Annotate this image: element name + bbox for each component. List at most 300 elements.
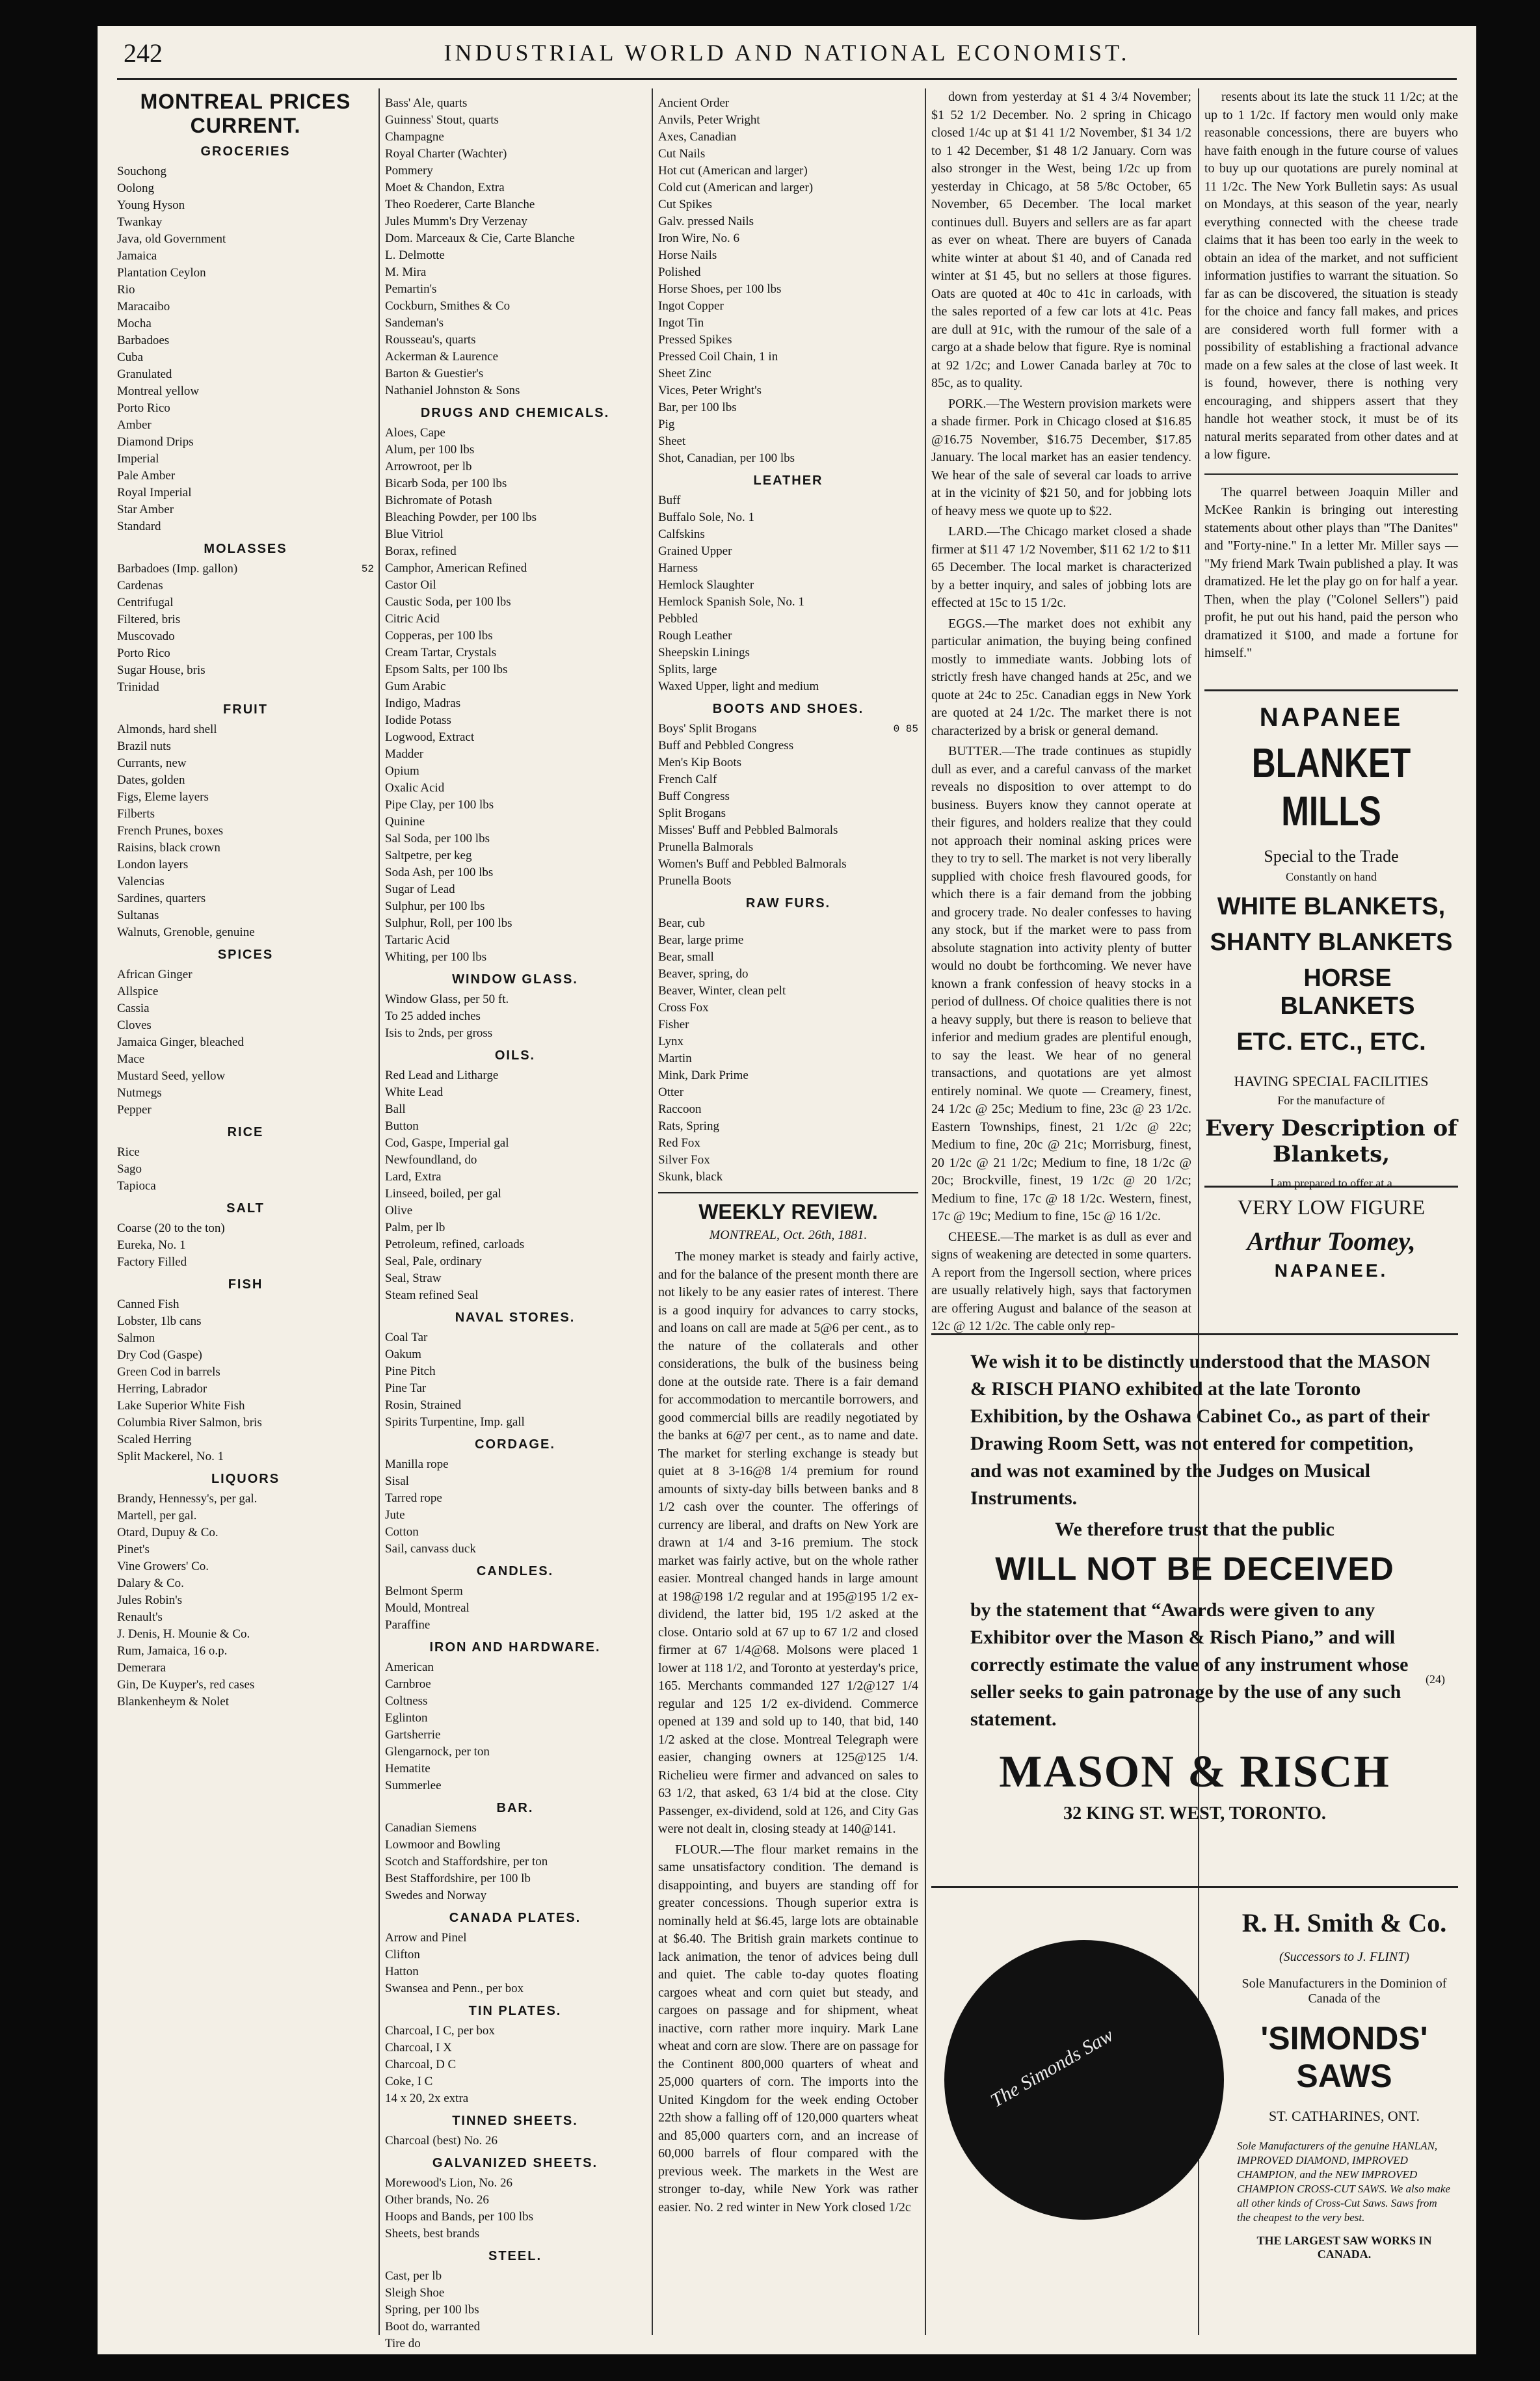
item-name: Raccoon: [658, 1102, 702, 1116]
price-row: [658, 839, 918, 856]
price-row: [385, 763, 645, 780]
price-row: [658, 509, 918, 526]
item-name: Citric Acid: [385, 612, 440, 626]
item-name: Seal, Straw: [385, 1271, 442, 1285]
price-row: [658, 298, 918, 315]
price-section: [385, 2114, 645, 2149]
price-row: [117, 1034, 374, 1051]
price-row: [658, 399, 918, 416]
ad-trust: We therefore trust that the public: [1055, 1519, 1334, 1540]
item-name: Sulphur, per 100 lbs: [385, 899, 485, 913]
item-price: [834, 247, 918, 264]
item-price: [289, 578, 374, 594]
price-row: [385, 932, 645, 949]
price-row: [658, 382, 918, 399]
weekly-review-heading: WEEKLY REVIEW.: [698, 1200, 878, 1223]
item-name: Salmon: [117, 1331, 155, 1345]
item-price: [834, 873, 918, 890]
item-price: [561, 695, 645, 712]
item-price: [289, 197, 374, 214]
item-name: Barton & Guestier's: [385, 367, 484, 380]
section-heading: RAW FURS.: [745, 896, 831, 911]
item-price: [289, 231, 374, 248]
item-name: Coarse (20 to the ton): [117, 1221, 225, 1235]
item-price: [561, 1659, 645, 1676]
review-paragraph: BUTTER.—The trade continues as stupidly dull as ever, and a careful canvass of the market reveals no disposition to over attempt to do business. Buyers know they cannot operate at their figures, and holders realize that they could not approach their nominal asking prices were they to try to sell. The market is not very liberally supplied with choice fresh flavoured goods, for which there is a fair demand from the jobbing and grocery trade. No dealer confesses to having any stock, but if the market were to pass from absolute stagnation into activity plenty of butter would no doubt be forthcoming. We never have known a frank confession of heavy stocks in a period of dullness. Of choice qualities there is not a heavy supply, but there is reason to believe that inferior and medium grades are plentiful enough, to say the least. We hear of no general transactions, and quotations are yet almost entirely nominal. We quote — Creamery, finest, 24 1/2c @ 25c; Medium to fine, 23c @ 23 1/2c. Eastern Townships, finest, 21 1/2c @ 22c; Medium to fine, 20c @ 21c; Morrisburg, finest, 20 1/2c @ 21 1/2c; Medium to fine, 18 1/2c @ 20c; Brockville, finest, 19 1/2c @ 20 1/2c; Medium to fine, 17c @ 18 1/2c. Western, finest, 17c @ 19c; Medium to fine, 15c @ 16 1/2c.: [931, 744, 1191, 1223]
item-price: [289, 1398, 374, 1415]
item-price: [289, 679, 374, 696]
price-row: [385, 1363, 645, 1380]
item-price: [289, 1347, 374, 1364]
price-row: [658, 1135, 918, 1152]
price-row: [117, 1660, 374, 1677]
item-price: [834, 349, 918, 366]
item-price: [561, 1930, 645, 1947]
item-name: Mace: [117, 1052, 145, 1066]
price-row: [385, 2040, 645, 2056]
price-row: [117, 1085, 374, 1102]
item-price: [289, 1541, 374, 1558]
item-price: 0 85: [893, 723, 918, 735]
price-row: [385, 1380, 645, 1397]
item-price: [561, 1067, 645, 1084]
weekly-review-paragraph: The money market is steady and fairly active, and for the balance of the present month there are not likely to be any easier rates of interest. There is a good inquiry for advances to carry stocks, and loans on call are made at 5@6 per cent., as to the nature of the collaterals and other considerations, the bulk of the business being done at the outside rate. There is a fair demand for accommodation to mercantile borrowers, and good commercial bills are readily negotiated by the banks at 6@7 per cent., as to name and date. The market for sterling exchange is steady but quiet at 8 3-16@8 1/4 premium for round amounts of sixty-day bills between banks and 8 1/2 cash over the counter. The offerings of currency are liberal, and drafts on New York are drawn at 1/4 and 3-16 premium. The stock market was fairly active, but on the whole rather easier. Montreal changed hands in large amount at 198@198 1/2 regular and at 195@195 1/2 ex-dividend, the latter bid, 195 1/2 asked at the close. Ontario sold at 67 up to 67 1/2 and closed firmer at 67 1/4@68. Molsons were placed 1 lower at 118 1/2, and Toronto at yesterday's price, 165. Merchants commanded 127 1/2@127 1/4 regular and 125 1/2 ex-dividend. Commerce opened at 139 and sold up to 140, that bid, 140 1/2 asked at the close. Montreal Telegraph were easier, changing owners at 125@125 1/4. Richelieu were firmer and advanced on sales to 63 1/2, that asked, 63 1/4 bid at the close. City Passenger, ex-dividend, sold at 126, and City Gas were not dealt in, closing steady at 140@141.: [658, 1249, 918, 1836]
item-price: [561, 915, 645, 932]
item-price: [289, 1178, 374, 1195]
item-name: Pale Amber: [117, 469, 176, 483]
price-row: [658, 560, 918, 577]
ad-statement: We wish it to be distinctly understood that the MASON & RISCH PIANO exhibited at the late Toronto Exhibition, by the Oshawa Cabinet Co., as part of their Drawing Room Sett, was not entered for competition, and was not examined by the Judges on Musical Instruments.: [970, 1351, 1431, 1509]
item-name: Spring, per 100 lbs: [385, 2303, 479, 2317]
price-row: [385, 366, 645, 382]
item-name: Button: [385, 1119, 419, 1133]
item-price: [561, 645, 645, 661]
price-row: [385, 1963, 645, 1980]
item-name: Arrowroot, per lb: [385, 460, 472, 473]
item-price: [289, 1085, 374, 1102]
item-price: [561, 1169, 645, 1186]
price-row: [117, 1000, 374, 1017]
price-section: [117, 542, 374, 696]
item-price: [561, 1025, 645, 1042]
item-name: Harness: [658, 561, 698, 575]
price-row: [385, 425, 645, 442]
item-price: [834, 1067, 918, 1084]
section-heading: BOOTS AND SHOES.: [712, 702, 864, 716]
section-heading: FISH: [228, 1277, 263, 1292]
price-section: [658, 473, 918, 695]
price-row: [385, 1186, 645, 1203]
price-row: [117, 1144, 374, 1161]
price-row: [117, 315, 374, 332]
price-section: [117, 1201, 374, 1271]
price-row: [117, 1051, 374, 1068]
item-price: [561, 1380, 645, 1397]
price-row: [658, 366, 918, 382]
price-section: [117, 1472, 374, 1710]
item-name: Cut Spikes: [658, 198, 712, 211]
item-price: [289, 180, 374, 197]
price-row: [658, 492, 918, 509]
item-name: Star Amber: [117, 503, 174, 516]
section-heading: OILS.: [494, 1048, 536, 1063]
item-price: [834, 983, 918, 1000]
item-name: Java, old Government: [117, 232, 226, 246]
item-name: Misses' Buff and Pebbled Balmorals: [658, 823, 838, 837]
item-name: Logwood, Extract: [385, 730, 475, 744]
item-name: White Lead: [385, 1085, 444, 1099]
price-row: [117, 1161, 374, 1178]
price-section: [385, 2156, 645, 2242]
item-price: [289, 1415, 374, 1431]
item-price: [834, 95, 918, 112]
item-name: Nutmegs: [117, 1086, 162, 1100]
item-name: Prunella Boots: [658, 874, 732, 888]
price-section: [658, 95, 918, 467]
item-price: [834, 678, 918, 695]
item-price: [561, 1473, 645, 1490]
item-name: Blue Vitriol: [385, 527, 444, 541]
price-row: [385, 2175, 645, 2192]
item-name: Canadian Siemens: [385, 1821, 477, 1835]
item-name: Caustic Soda, per 100 lbs: [385, 595, 511, 609]
price-row: [658, 1050, 918, 1067]
price-row: [117, 628, 374, 645]
item-name: Eglinton: [385, 1711, 428, 1725]
price-row: [117, 679, 374, 696]
item-name: Manilla rope: [385, 1457, 449, 1471]
item-name: Coltness: [385, 1694, 428, 1708]
item-name: Cold cut (American and larger): [658, 181, 814, 194]
item-name: Cotton: [385, 1525, 419, 1539]
price-row: [385, 1693, 645, 1710]
item-price: [834, 949, 918, 966]
item-price: [561, 95, 645, 112]
price-row: [658, 264, 918, 281]
item-name: Canned Fish: [117, 1297, 179, 1311]
price-row: [658, 1033, 918, 1050]
item-price: [834, 492, 918, 509]
item-price: [289, 907, 374, 924]
item-name: Paraffine: [385, 1618, 431, 1632]
item-price: [561, 180, 645, 196]
price-row: [385, 2090, 645, 2107]
item-name: Swedes and Norway: [385, 1889, 487, 1902]
item-name: Hot cut (American and larger): [658, 164, 808, 178]
item-price: [289, 890, 374, 907]
item-name: Dom. Marceaux & Cie, Carte Blanche: [385, 232, 575, 245]
item-name: Scotch and Staffordshire, per ton: [385, 1855, 548, 1869]
item-name: Gartsherrie: [385, 1728, 441, 1742]
item-name: Camphor, American Refined: [385, 561, 527, 575]
item-price: [834, 915, 918, 932]
price-row: [385, 1473, 645, 1490]
price-row: [117, 231, 374, 248]
item-price: [561, 315, 645, 332]
item-price: [561, 577, 645, 594]
price-row: [117, 738, 374, 755]
item-price: [561, 1744, 645, 1761]
prices-column-2: [385, 88, 645, 2350]
page-number: 242: [124, 38, 163, 68]
item-price: [561, 763, 645, 780]
price-row: [658, 230, 918, 247]
price-row: [385, 2056, 645, 2073]
item-name: Porto Rico: [117, 646, 170, 660]
column-rule: [652, 88, 653, 2335]
price-row: [385, 661, 645, 678]
item-price: [289, 468, 374, 485]
price-row: [117, 1626, 374, 1643]
item-price: [289, 501, 374, 518]
item-price: [289, 299, 374, 315]
item-name: Clifton: [385, 1948, 420, 1962]
price-row: [658, 433, 918, 450]
price-row: [658, 738, 918, 754]
item-price: [834, 560, 918, 577]
price-row: [117, 1364, 374, 1381]
item-name: Cream Tartar, Crystals: [385, 646, 497, 659]
ad-company-name: MASON & RISCH: [999, 1747, 1390, 1797]
item-name: Brandy, Hennessy's, per gal.: [117, 1492, 258, 1506]
ad-successors: (Successors to J. FLINT): [1279, 1950, 1409, 1964]
item-price: [561, 1219, 645, 1236]
napanee-blanket-ad: [1204, 689, 1458, 1281]
item-name: Rats, Spring: [658, 1119, 719, 1133]
item-price: [289, 1102, 374, 1119]
price-row: [117, 721, 374, 738]
price-row: [117, 1347, 374, 1364]
price-row: [658, 213, 918, 230]
item-name: Red Lead and Litharge: [385, 1069, 499, 1082]
item-name: Imperial: [117, 452, 159, 466]
item-name: Silver Fox: [658, 1153, 710, 1167]
price-row: [385, 1524, 645, 1541]
price-row: [117, 180, 374, 197]
item-price: [834, 382, 918, 399]
price-row: [117, 662, 374, 679]
price-row: [117, 1220, 374, 1237]
item-name: Arrow and Pinel: [385, 1931, 467, 1945]
item-price: [561, 611, 645, 628]
item-price: [289, 1381, 374, 1398]
item-name: Eureka, No. 1: [117, 1238, 186, 1252]
item-price: [561, 1676, 645, 1693]
item-price: [561, 864, 645, 881]
item-name: Buff and Pebbled Congress: [658, 739, 794, 752]
item-price: [561, 712, 645, 729]
item-price: [289, 417, 374, 434]
item-name: Beaver, Winter, clean pelt: [658, 984, 786, 998]
item-name: Men's Kip Boots: [658, 756, 741, 769]
price-row: [658, 163, 918, 180]
item-name: Almonds, hard shell: [117, 723, 217, 736]
price-row: [658, 146, 918, 163]
item-name: Sheet: [658, 434, 686, 448]
item-name: Window Glass, per 50 ft.: [385, 992, 509, 1006]
price-row: [658, 822, 918, 839]
item-price: [289, 645, 374, 662]
item-price: [561, 1854, 645, 1870]
item-name: Charcoal, D C: [385, 2058, 457, 2071]
price-row: [385, 1837, 645, 1854]
item-name: Calfskins: [658, 527, 705, 541]
item-name: Pine Tar: [385, 1381, 427, 1395]
price-row: [385, 1008, 645, 1025]
item-price: [289, 1508, 374, 1524]
item-name: Hematite: [385, 1762, 431, 1776]
item-price: [561, 1186, 645, 1203]
price-section: [385, 2249, 645, 2352]
item-name: Buff: [658, 494, 681, 507]
price-row: [117, 594, 374, 611]
price-row: [117, 983, 374, 1000]
item-price: [289, 1694, 374, 1710]
price-row: [117, 1102, 374, 1119]
price-row: [658, 1101, 918, 1118]
price-row: [385, 831, 645, 847]
price-row: [385, 298, 645, 315]
item-price: [289, 451, 374, 468]
ad-line-white: WHITE BLANKETS,: [1217, 893, 1446, 920]
item-name: Bleaching Powder, per 100 lbs: [385, 511, 537, 524]
price-row: [658, 543, 918, 560]
price-row: [117, 823, 374, 840]
price-row: [385, 509, 645, 526]
item-price: [561, 298, 645, 315]
item-price: [561, 492, 645, 509]
item-name: 14 x 20, 2x extra: [385, 2092, 469, 2105]
item-name: Buff Congress: [658, 790, 730, 803]
item-price: [561, 1541, 645, 1558]
item-name: Pebbled: [658, 612, 698, 626]
item-price: [834, 543, 918, 560]
item-name: Petroleum, refined, carloads: [385, 1238, 525, 1251]
section-heading: IRON AND HARDWARE.: [429, 1640, 601, 1655]
price-row: [658, 526, 918, 543]
item-price: [834, 146, 918, 163]
item-name: Otard, Dupuy & Co.: [117, 1526, 219, 1539]
item-price: [561, 1414, 645, 1431]
item-price: [561, 1524, 645, 1541]
item-price: [561, 1135, 645, 1152]
price-row: [117, 282, 374, 299]
price-row: [658, 95, 918, 112]
item-name: French Prunes, boxes: [117, 824, 224, 838]
item-price: [561, 459, 645, 475]
price-section: [658, 896, 918, 1186]
price-row: [385, 1980, 645, 1997]
item-price: [289, 1068, 374, 1085]
column-rule: [925, 88, 926, 2335]
price-section: [385, 1437, 645, 1558]
item-name: Jamaica Ginger, bleached: [117, 1035, 244, 1049]
item-price: [561, 509, 645, 526]
review-paragraph: down from yesterday at $1 4 3/4 November; $1 52 1/2 December. No. 2 spring in Chicago closed 1/4c up at $1 41 1/2 November, $1 34 1/2 to 1 42 December, $1 48 1/2 January. Corn was also stronger in the West, being 1/2c up from yesterday in Chicago, at 58 5/8c October, 65 November, 65 December. The local market continues dull. Buyers and sellers are as far apart as ever on wheat. There are buyers of Canada white winter at about $1 40, and of Canada red winter at $1 45, but no sellers at those figures. Oats are quoted at 40c to 41c in carloads, with the sales reported of a few car lots at 41c. Peas are dull at 91c, with the rumour of the sale of a cargo at a shade below that figure. Rye is nominal at 92 1/2c; and Lower Canada barley at 70c to 85c, as to quality.: [931, 90, 1191, 390]
ad-line-etc: ETC. ETC., ETC.: [1236, 1028, 1426, 1056]
price-row: [385, 1854, 645, 1870]
item-name: Cardenas: [117, 579, 163, 592]
price-row: [658, 1169, 918, 1186]
item-price: [834, 180, 918, 196]
price-row: [385, 1118, 645, 1135]
saw-blade-label: The Simonds Saw: [987, 2024, 1117, 2112]
price-row: [385, 915, 645, 932]
item-name: Saltpetre, per keg: [385, 849, 472, 862]
price-row: [385, 1744, 645, 1761]
price-row: [385, 1025, 645, 1042]
item-price: [561, 2192, 645, 2209]
item-name: Glengarnock, per ton: [385, 1745, 490, 1759]
item-name: Cast, per lb: [385, 2269, 442, 2283]
price-row: [385, 129, 645, 146]
price-row: [385, 264, 645, 281]
item-name: Scaled Herring: [117, 1433, 192, 1446]
item-name: Rosin, Strained: [385, 1398, 462, 1412]
item-price: [289, 349, 374, 366]
item-price: [561, 1490, 645, 1507]
item-price: [289, 983, 374, 1000]
item-name: Valencias: [117, 875, 165, 888]
item-price: [289, 1034, 374, 1051]
saw-blade-icon: [944, 1940, 1224, 2220]
item-name: Demerara: [117, 1661, 166, 1675]
price-section: [385, 2004, 645, 2107]
price-row: [385, 382, 645, 399]
item-name: Olive: [385, 1204, 413, 1217]
prices-title: MONTREAL PRICES CURRENT.: [140, 90, 351, 137]
item-price: [834, 966, 918, 983]
price-row: [385, 526, 645, 543]
price-row: [385, 780, 645, 797]
price-row: [385, 797, 645, 814]
item-price: [561, 425, 645, 442]
price-row: [117, 501, 374, 518]
item-price: [561, 746, 645, 763]
price-row: [385, 864, 645, 881]
price-row: [117, 1431, 374, 1448]
item-price: [289, 611, 374, 628]
price-row: [385, 196, 645, 213]
item-name: Mink, Dark Prime: [658, 1069, 749, 1082]
item-price: [834, 416, 918, 433]
price-row: [385, 146, 645, 163]
price-row: [385, 2226, 645, 2242]
item-price: [834, 264, 918, 281]
item-price: [561, 1583, 645, 1600]
item-price: [289, 1448, 374, 1465]
item-name: Belmont Sperm: [385, 1584, 463, 1598]
item-name: Iodide Potass: [385, 713, 451, 727]
section-heading: WINDOW GLASS.: [452, 972, 578, 987]
section-rule: [658, 1192, 918, 1193]
item-price: [834, 129, 918, 146]
price-row: [117, 924, 374, 941]
item-name: Porto Rico: [117, 401, 170, 415]
price-row: [385, 1930, 645, 1947]
item-price: [561, 1777, 645, 1794]
item-name: Charcoal, I X: [385, 2041, 452, 2055]
price-row: [658, 932, 918, 949]
item-price: [289, 485, 374, 501]
price-section: [385, 972, 645, 1042]
item-name: Dates, golden: [117, 773, 185, 787]
item-name: Grained Upper: [658, 544, 732, 558]
item-price: [834, 1033, 918, 1050]
ad-every-description: Every Description of Blankets,: [1205, 1115, 1457, 1167]
price-row: [385, 315, 645, 332]
price-row: [658, 856, 918, 873]
